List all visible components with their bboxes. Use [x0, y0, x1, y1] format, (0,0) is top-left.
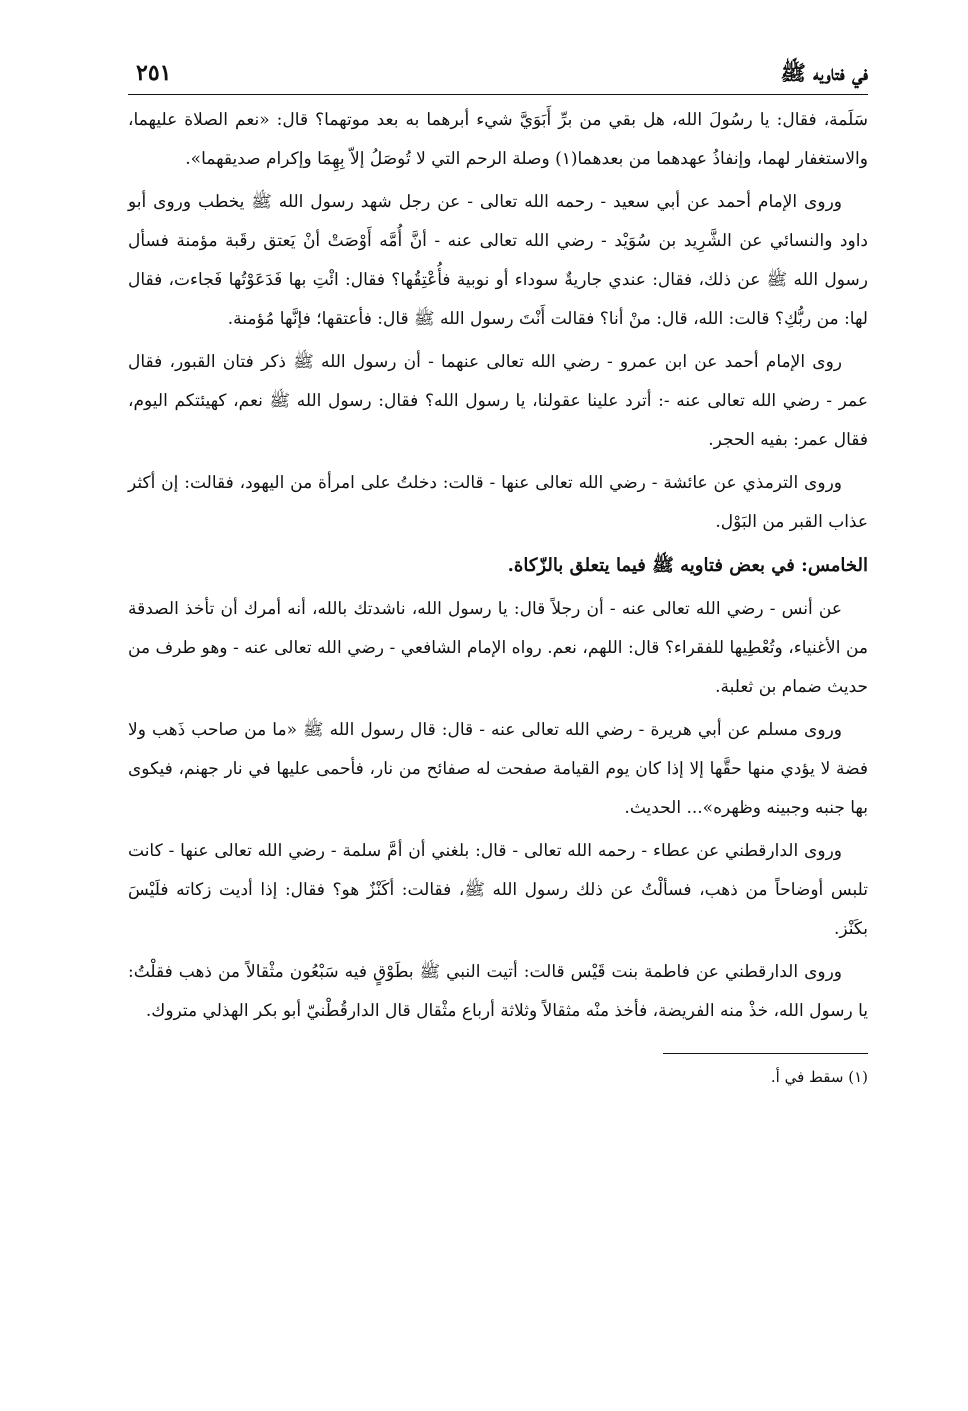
paragraph: وروى الترمذي عن عائشة - رضي الله تعالى عنها - قالت: دخلتُ على امرأة من اليهود، فقالت: إن أكثر عذاب القبر من البَوْل.	[128, 473, 868, 532]
running-title: في فتاويه ﷺ	[780, 60, 868, 85]
paragraph: عن أنس - رضي الله تعالى عنه - أن رجلاً قال: يا رسول الله، ناشدتك بالله، أنه أمرك أن تأخذ الصدقة من الأغنياء، وتُعْطِيها للفقراء؟ قال: اللهم، نعم. رواه الإمام الشافعي - رضي الله تعالى عنه - وهو طرف من حديث ضمام بن ثعلبة.	[128, 599, 868, 697]
paragraph: وروى مسلم عن أبي هريرة - رضي الله تعالى عنه - قال: قال رسول الله ﷺ «ما من صاحب ذَهب ولا فضة لا يؤدي منها حقَّها إلا إذا كان يوم القيامة صفحت له صفائح من نار، فأحمى عليها في نار جهنم، فيكوى بها جنبه وجبينه وظهره»... الحديث.	[128, 720, 868, 818]
page-header	[128, 54, 868, 95]
footnote: (١) سقط في أ.	[770, 1068, 868, 1086]
paragraph: روى الإمام أحمد عن ابن عمرو - رضي الله تعالى عنهما - أن رسول الله ﷺ ذكر فتان القبور، فقال عمر - رضي الله تعالى عنه -: أترد علينا عقولنا، يا رسول الله؟ فقال: رسول الله ﷺ نعم، كهيئتكم اليوم، فقال عمر: بفيه الحجر.	[128, 352, 868, 450]
book-page	[128, 54, 868, 1090]
paragraph: وروى الإمام أحمد عن أبي سعيد - رحمه الله تعالى - عن رجل شهد رسول الله ﷺ يخطب وروى أبو داود والنسائي عن الشَّرِيد بن سُوَيْد - رضي الله تعالى عنه - أنَّ أُمَّه أَوْصَتْ أنْ يَعتق رقَبة مؤمنة فسأل رسول الله ﷺ عن ذلك، فقال: عندي جاريةٌ سوداء أو نوبية فأُعْتِقُها؟ فقال: ائْتِ بها فَدَعَوْتُها فَجاءت، فقال لها: من ربُّكِ؟ قالت: الله، قال: منْ أنا؟ فقالت أَنْتَ رسول الله ﷺ قال: فأعتقها؛ فإنَّها مُؤمنة.	[128, 192, 868, 329]
page-number: ٢٥١	[136, 60, 172, 86]
page-body	[128, 101, 868, 1031]
paragraph: وروى الدارقطني عن فاطمة بنت قَيْس قالت: أتيت النبي ﷺ بطَوْقٍ فيه سَبْعُون مثْقالاً من ذهب فقلْتُ: يا رسول الله، خذْ منه الفريضة، فأخذ منْه مثقالاً وثلاثة أرباع مثْقال قال الدارقُطْنيّ أبو بكر الهذلي متروك.	[128, 962, 868, 1021]
footnote-divider	[663, 1053, 868, 1054]
paragraph: وروى الدارقطني عن عطاء - رحمه الله تعالى - قال: بلغني أن أمَّ سلمة - رضي الله تعالى عنها - كانت تلبس أوضاحاً من ذهب، فسألْتُ عن ذلك رسول الله ﷺ، فقالت: أكَنْزٌ هو؟ فقال: إذا أديت زكاته فلَيْسَ بكَنْز.	[128, 841, 868, 939]
section-heading: الخامس: في بعض فتاويه ﷺ فيما يتعلق بالزّكاة.	[507, 555, 868, 576]
paragraph: سَلَمة، فقال: يا رسُولَ الله، هل بقي من برِّ أَبَوَيَّ شيء أبرهما به بعد موتهما؟ قال: «نعم الصلاة عليهما، والاستغفار لهما، وإنفاذُ عهدهما من بعدهما(١) وصلة الرحم التي لا تُوصَلُ إلاّ بِهِمَا وإكرام صديقهما».	[128, 110, 868, 169]
